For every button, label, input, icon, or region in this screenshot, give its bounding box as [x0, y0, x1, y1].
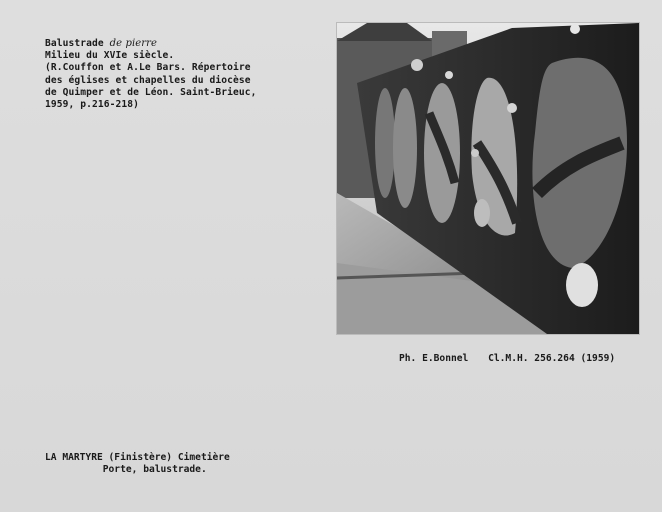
caption-block: [45, 38, 335, 111]
photographer: Ph. E.Bonnel: [399, 353, 469, 364]
caption-reference-3: de Quimper et de Léon. Saint-Brieuc,: [45, 86, 257, 98]
photo-credit: [399, 353, 629, 364]
handwritten-annotation: de pierre: [109, 38, 158, 49]
caption-reference-1: (R.Couffon et A.Le Bars. Répertoire: [45, 62, 251, 74]
balustrade-photo: [336, 22, 640, 335]
location-block: [45, 452, 230, 476]
caption-title-line: [45, 38, 335, 50]
catalog-reference: Cl.M.H. 256.264 (1959): [488, 353, 616, 364]
caption-reference-2: des églises et chapelles du diocèse: [45, 74, 251, 86]
caption-title: Balustrade: [45, 38, 104, 49]
caption-reference-4: 1959, p.216-218): [45, 99, 140, 111]
caption-date: Milieu du XVIe siècle.: [45, 50, 175, 62]
location-detail: Porte, balustrade.: [45, 464, 207, 475]
location-place: LA MARTYRE (Finistère) Cimetière: [45, 452, 230, 463]
photo-image: [337, 23, 639, 334]
